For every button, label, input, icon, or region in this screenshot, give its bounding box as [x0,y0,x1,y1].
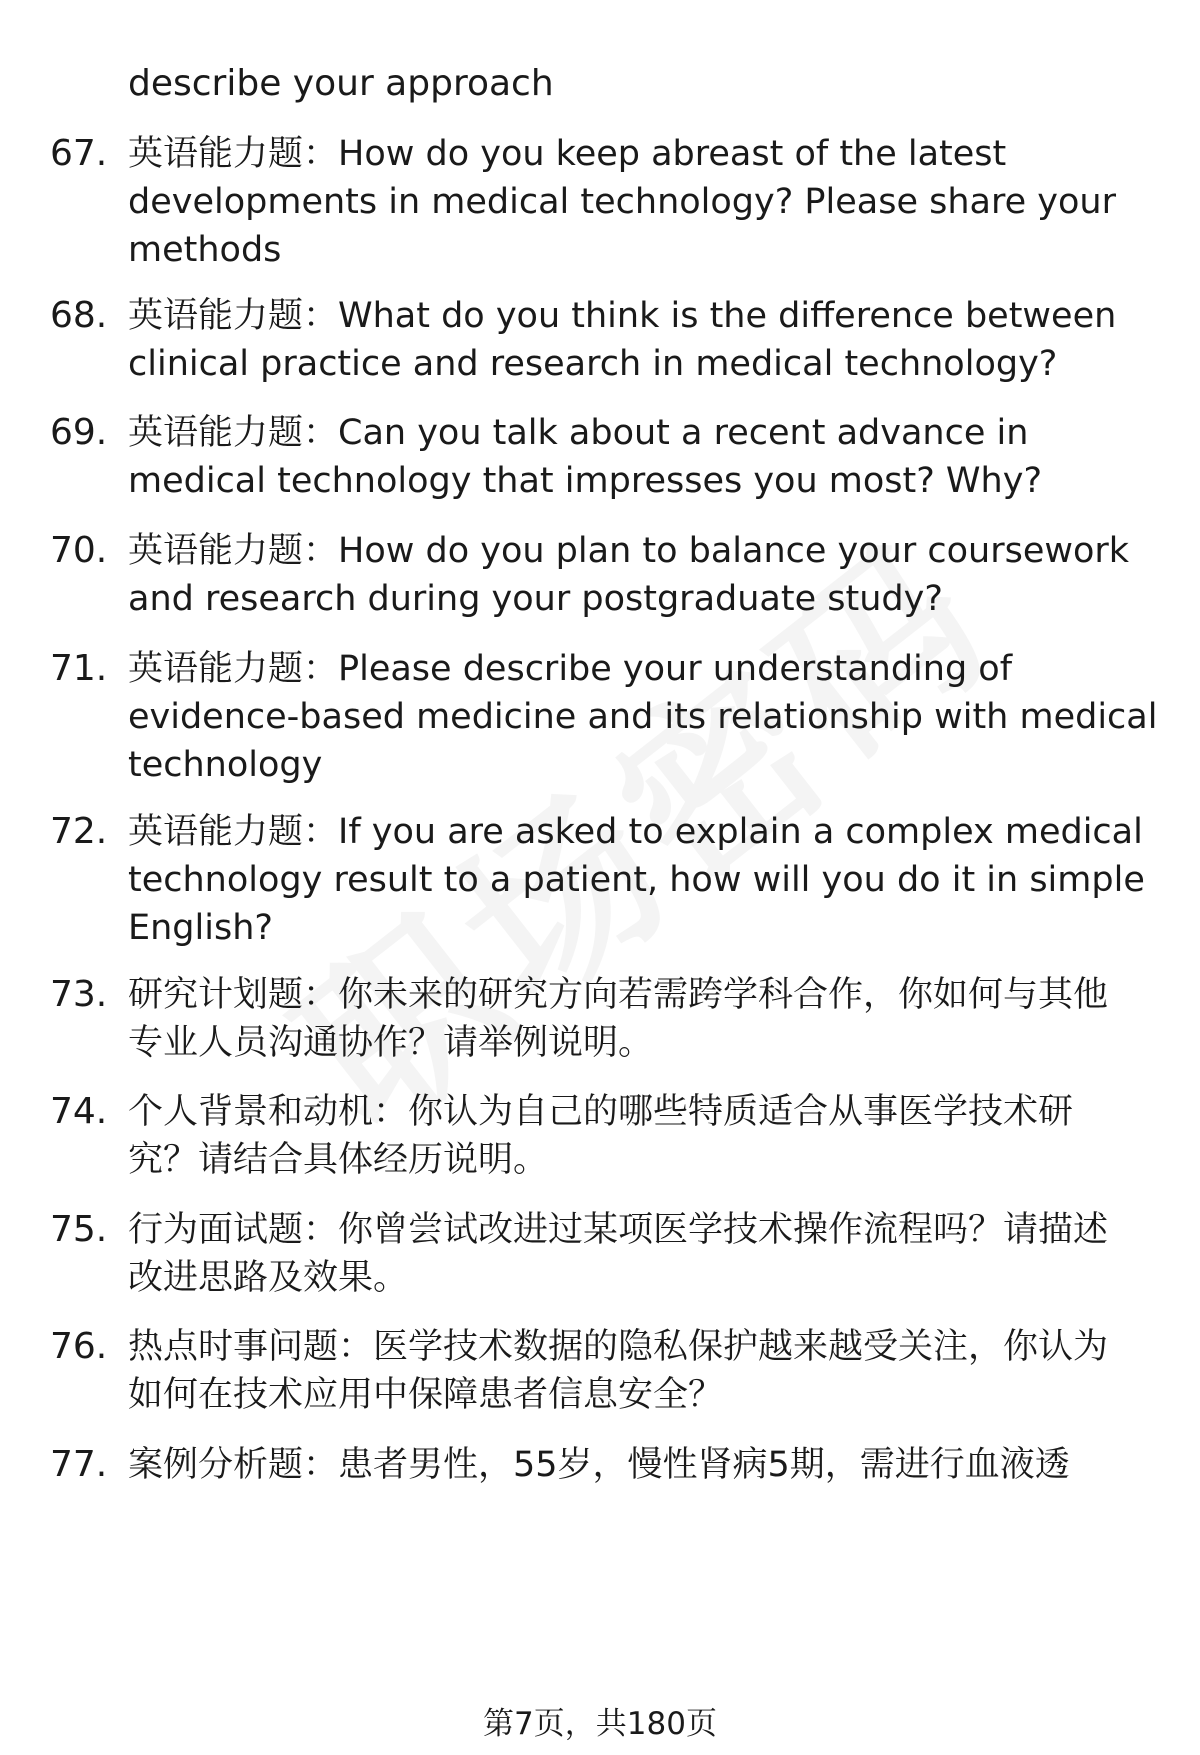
item-number: 71. [50,648,108,689]
item-text: 个人背景和动机：你认为自己的哪些特质适合从事医学技术研究？请结合具体经历说明。 [128,1092,1074,1180]
item-text: 英语能力题：Please describe your understanding of evidence-based medicine and its relationship with medical technology [128,649,1158,785]
item-number: 67. [50,133,108,174]
item-number: 76. [50,1326,108,1367]
item-text: 英语能力题：If you are asked to explain a complex medical technology result to a patient, how will you do it in simple English? [128,812,1145,948]
page-footer: 第7页，共180页 [483,1706,717,1742]
item-text: 行为面试题：你曾尝试改进过某项医学技术操作流程吗？请描述改进思路及效果。 [128,1210,1109,1298]
item-number: 70. [50,530,108,571]
item-text: 英语能力题：How do you plan to balance your coursework and research during your postgraduate study? [128,531,1130,619]
item-number: 74. [50,1091,108,1132]
item-number: 69. [50,412,108,453]
item-text: 热点时事问题：医学技术数据的隐私保护越来越受关注，你认为如何在技术应用中保障患者信息安全？ [128,1327,1109,1415]
item-number: 75. [50,1209,108,1250]
item-number: 77. [50,1444,108,1485]
item-text: 研究计划题：你未来的研究方向若需跨学科合作，你如何与其他专业人员沟通协作？请举例说明。 [128,975,1109,1063]
item-number: 68. [50,295,108,336]
item-text: 英语能力题：What do you think is the difference between clinical practice and research in medical technology? [128,296,1117,384]
item-number: 72. [50,811,108,852]
item-text: 英语能力题：How do you keep abreast of the latest developments in medical technology? Please share your methods [128,134,1116,270]
item-text: 案例分析题：患者男性，55岁，慢性肾病5期，需进行血液透 [128,1445,1070,1485]
item-text: 英语能力题：Can you talk about a recent advance in medical technology that impresses you most? Why? [128,413,1043,501]
continuation-text: describe your approach [128,63,554,104]
item-number: 73. [50,974,108,1015]
